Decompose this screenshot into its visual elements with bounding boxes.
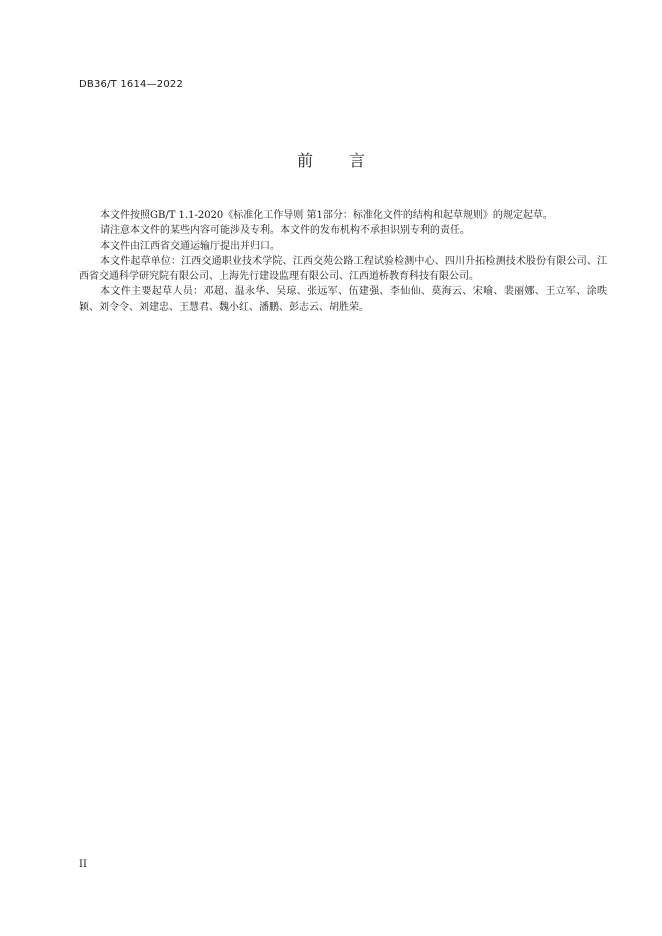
page-number: II	[79, 859, 87, 870]
paragraph-drafting-units: 本文件起草单位：江西交通职业技术学院、江西交苑公路工程试验检测中心、四川升拓检测技术股份有限公司、江西省交通科学研究院有限公司、上海先行建设监理有限公司、江西道桥教育科技有限公司。	[79, 255, 607, 283]
foreword-body	[79, 208, 607, 315]
title-char-1: 前	[296, 151, 313, 170]
paragraph-drafters: 本文件主要起草人员：邓超、温永华、吴琼、张远军、伍建强、李仙仙、莫海云、宋喻、裴丽娜、王立军、涂昳颖、刘令令、刘建忠、王慧君、魏小红、潘鹏、彭志云、胡胜荣。	[79, 286, 607, 313]
document-code: DB36/T 1614—2022	[79, 79, 184, 90]
title-char-2: 言	[349, 151, 366, 170]
paragraph-proposer: 本文件由江西省交通运输厅提出并归口。	[100, 240, 280, 252]
paragraph-patent-notice: 请注意本文件的某些内容可能涉及专利。本文件的发布机构不承担识别专利的责任。	[100, 225, 470, 237]
paragraph-standard-basis: 本文件按照GB/T 1.1-2020《标准化工作导则 第1部分：标准化文件的结构和起草规则》的规定起草。	[100, 210, 553, 221]
page-title	[0, 148, 662, 171]
